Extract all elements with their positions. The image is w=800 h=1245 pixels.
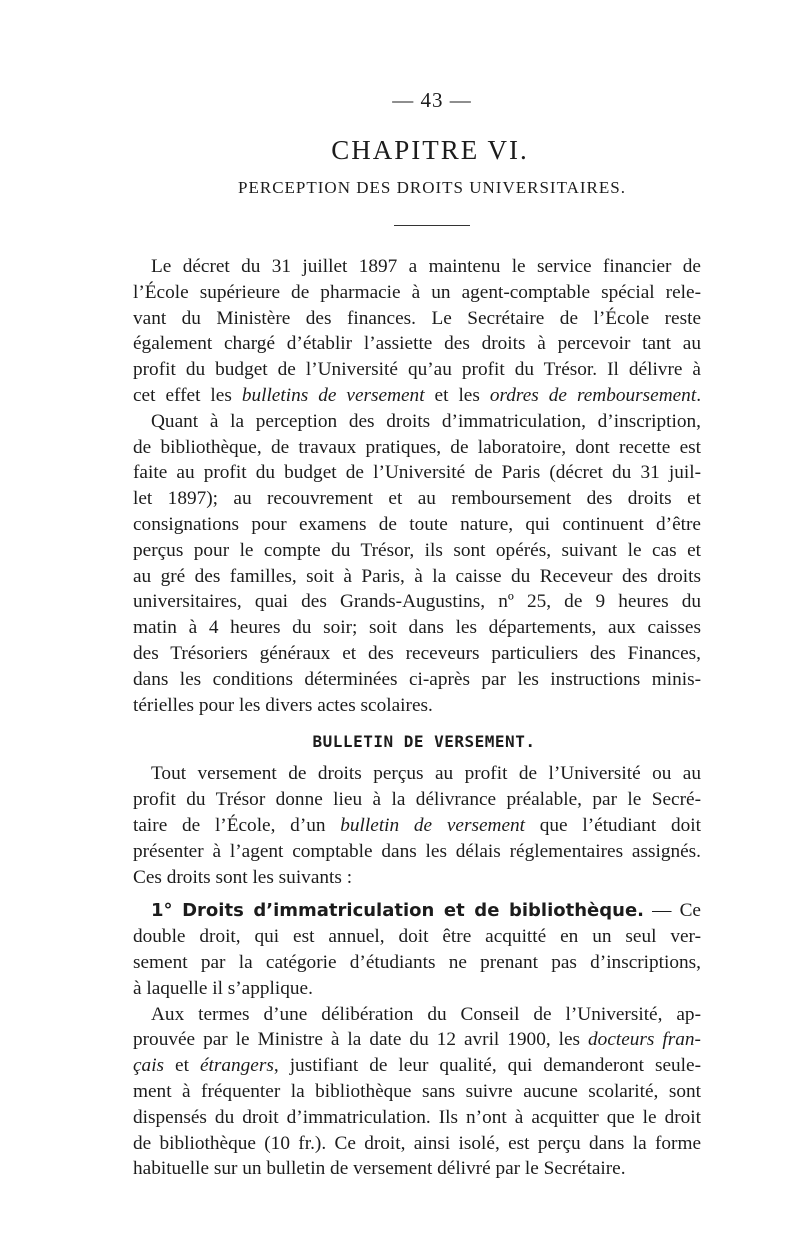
text-line: Tout versement de droits perçus au profit de l’Université ou au [151,763,701,785]
paragraph-collection [133,409,701,719]
chapter-subtitle: PERCEPTION DES DROITS UNIVERSITAIRES. [238,178,626,197]
paragraph-decree [133,254,701,409]
item-heading: 1° Droits d’immatriculation et de bibliothèque. [151,900,645,922]
text-line: au gré des familles, soit à Paris, à la caisse du Receveur des droits [133,565,701,587]
text-line: habituelle sur un bulletin de versement délivré par le Secrétaire. [133,1158,626,1180]
text-line: double droit, qui est annuel, doit être acquitté en un seul ver- [133,926,701,948]
text-line: Aux termes d’une délibération du Conseil de l’Université, ap- [151,1003,701,1025]
text-line: également chargé d’établir l’assiette des droits à percevoir tant au [133,333,701,355]
text-line: Quant à la perception des droits d’immatriculation, d’inscription, [151,410,701,432]
text-line: cet effet les bulletins de versement et les ordres de remboursement. [133,384,702,406]
text-line: perçus pour le compte du Trésor, ils sont opérés, suivant le cas et [133,539,701,561]
text-line: profit du Trésor donne lieu à la délivrance préalable, par le Secré- [133,789,701,811]
text-line: à laquelle il s’applique. [133,977,313,999]
paragraph-immatriculation [133,898,701,1001]
text-line: de bibliothèque (10 fr.). Ce droit, ainsi isolé, est perçu dans la forme [133,1132,701,1154]
text-line: let 1897); au recouvrement et au remboursement des droits et [133,488,701,510]
text-line: ment à fréquenter la bibliothèque sans suivre aucune scolarité, sont [133,1080,701,1102]
text-line: Le décret du 31 juillet 1897 a maintenu le service financier de [151,256,701,277]
text-line: 1° Droits d’immatriculation et de bibliothèque. — Ce [151,900,701,922]
paragraph-deliberation [133,1002,701,1183]
text-line: vant du Ministère des finances. Le Secrétaire de l’École reste [133,307,701,329]
title-divider [394,225,470,226]
text-line: consignations pour examens de toute nature, qui continuent d’être [133,513,701,535]
text-line: dans les conditions déterminées ci-après par les instructions minis- [133,668,701,690]
document-page [133,88,701,1182]
paragraph-bulletin [133,761,701,890]
text-line: présenter à l’agent comptable dans les délais réglementaires assignés. [133,840,701,862]
text-line: çais et étrangers, justifiant de leur qualité, qui demanderont seule- [133,1055,701,1077]
text-line: l’École supérieure de pharmacie à un agent-comptable spécial rele- [133,281,701,303]
text-line: matin à 4 heures du soir; soit dans les départements, aux caisses [133,617,701,639]
text-line: prouvée par le Ministre à la date du 12 avril 1900, les docteurs fran- [133,1029,701,1051]
text-line: dispensés du droit d’immatriculation. Ils n’ont à acquitter que le droit [133,1106,701,1128]
text-line: des Trésoriers généraux et des receveurs particuliers des Finances, [133,642,701,664]
text-line: térielles pour les divers actes scolaires. [133,694,433,716]
section-heading: BULLETIN DE VERSEMENT. [312,732,536,752]
text-line: sement par la catégorie d’étudiants ne prenant pas d’inscriptions, [133,951,701,973]
text-line: de bibliothèque, de travaux pratiques, de laboratoire, dont recette est [133,436,701,458]
text-line: Ces droits sont les suivants : [133,866,353,888]
text-line: profit du budget de l’Université qu’au profit du Trésor. Il délivre à [133,359,701,381]
text-line: faite au profit du budget de l’Université de Paris (décret du 31 juil- [133,462,701,484]
text-line: universitaires, quai des Grands-Augustins, nº 25, de 9 heures du [133,591,701,613]
page-number: — 43 — [392,88,472,112]
text-line: taire de l’École, d’un bulletin de versement que l’étudiant doit [133,814,701,836]
chapter-title: CHAPITRE VI. [331,135,529,165]
